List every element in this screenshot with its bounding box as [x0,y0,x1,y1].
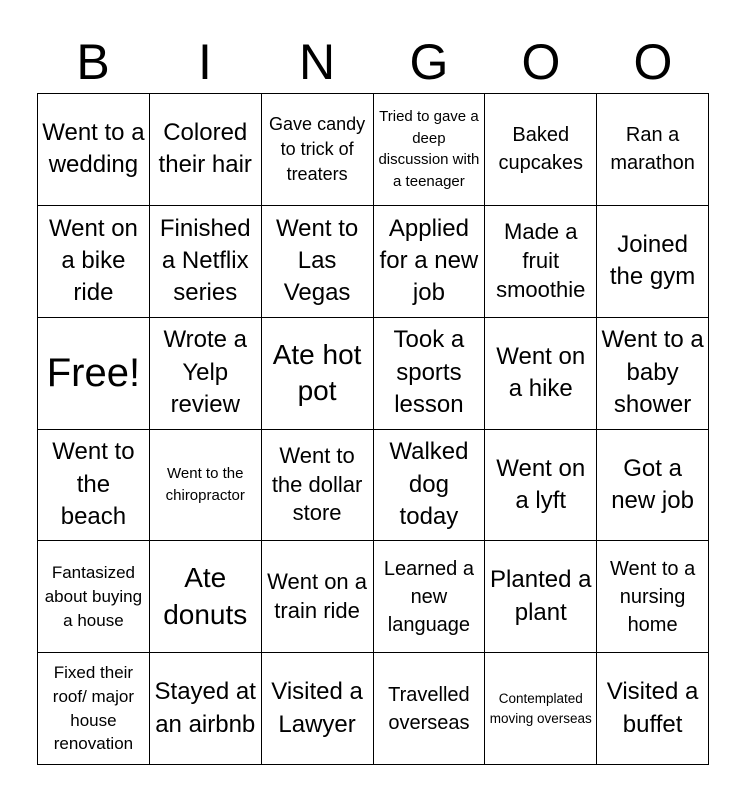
bingo-cell[interactable]: Visited a buffet [597,653,709,765]
bingo-card [37,93,709,765]
title-letter: O [633,34,673,90]
bingo-cell[interactable]: Went on a lyft [485,430,597,542]
bingo-cell[interactable]: Applied for a new job [374,206,486,318]
bingo-cell[interactable]: Baked cupcakes [485,94,597,206]
bingo-cell[interactable]: Walked dog today [374,430,486,542]
bingo-cell[interactable]: Took a sports lesson [374,318,486,430]
bingo-cell[interactable]: Wrote a Yelp review [150,318,262,430]
bingo-cell[interactable]: Contemplated moving overseas [485,653,597,765]
bingo-cell[interactable]: Finished a Netflix series [150,206,262,318]
bingo-title [37,30,709,94]
bingo-cell[interactable]: Went to Las Vegas [262,206,374,318]
bingo-cell[interactable]: Tried to gave a deep discussion with a teenager [374,94,486,206]
bingo-cell[interactable]: Fixed their roof/ major house renovation [38,653,150,765]
bingo-cell[interactable]: Went to the beach [38,430,150,542]
bingo-cell[interactable]: Fantasized about buying a house [38,541,150,653]
bingo-cell[interactable]: Went to a nursing home [597,541,709,653]
bingo-cell[interactable]: Joined the gym [597,206,709,318]
bingo-cell[interactable]: Ate hot pot [262,318,374,430]
title-letter: I [198,34,212,90]
bingo-cell[interactable]: Planted a plant [485,541,597,653]
bingo-cell[interactable]: Ate donuts [150,541,262,653]
bingo-cell[interactable]: Ran a marathon [597,94,709,206]
bingo-cell[interactable]: Learned a new language [374,541,486,653]
bingo-cell[interactable]: Gave candy to trick of treaters [262,94,374,206]
bingo-cell[interactable]: Went on a train ride [262,541,374,653]
title-letter: O [521,34,561,90]
bingo-cell[interactable]: Visited a Lawyer [262,653,374,765]
bingo-cell[interactable]: Got a new job [597,430,709,542]
bingo-cell[interactable]: Stayed at an airbnb [150,653,262,765]
bingo-cell[interactable]: Went to the dollar store [262,430,374,542]
title-letter: N [298,34,336,90]
bingo-cell[interactable]: Colored their hair [150,94,262,206]
bingo-cell-free[interactable]: Free! [38,318,150,430]
bingo-cell[interactable]: Went on a bike ride [38,206,150,318]
bingo-cell[interactable]: Went to a wedding [38,94,150,206]
bingo-cell[interactable]: Went to the chiropractor [150,430,262,542]
bingo-cell[interactable]: Made a fruit smoothie [485,206,597,318]
title-letter: G [409,34,449,90]
bingo-cell[interactable]: Travelled overseas [374,653,486,765]
bingo-cell[interactable]: Went to a baby shower [597,318,709,430]
bingo-cell[interactable]: Went on a hike [485,318,597,430]
title-letter: B [76,34,110,90]
